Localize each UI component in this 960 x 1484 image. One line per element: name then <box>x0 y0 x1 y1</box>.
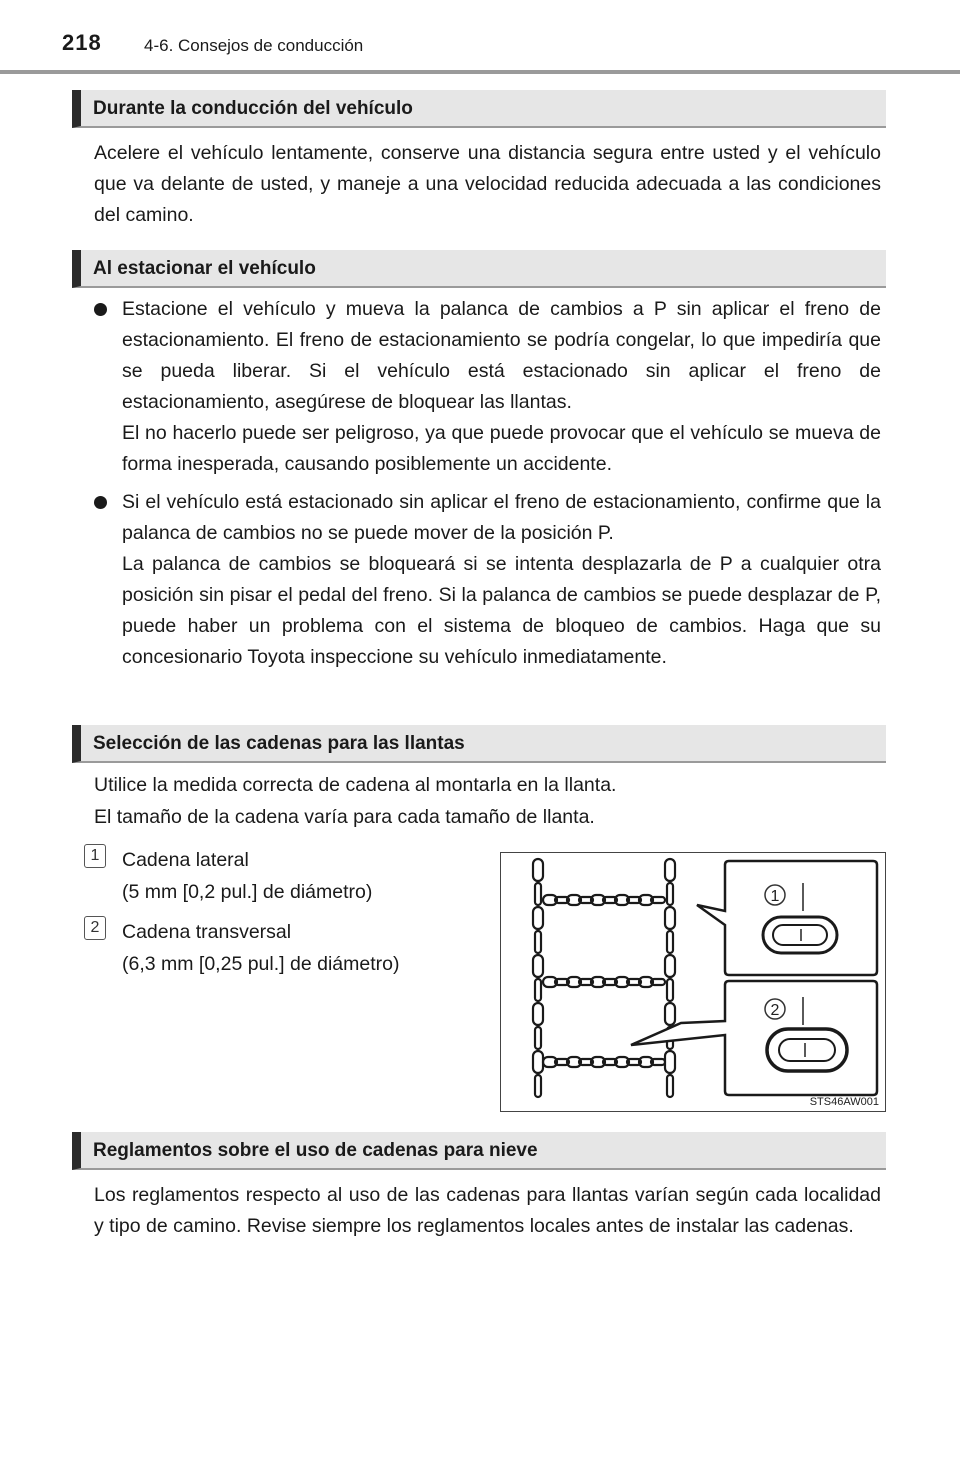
header-divider <box>0 70 960 74</box>
section-heading-regulations <box>72 1132 886 1170</box>
bullet-icon <box>94 303 107 316</box>
chain-text-line: Utilice la medida correcta de cadena al montarla en la llanta. <box>94 774 617 796</box>
cross-chain <box>543 1057 665 1067</box>
chain-text-line: El tamaño de la cadena varía para cada tamaño de llanta. <box>94 806 595 828</box>
detail-callout-side-chain <box>697 861 877 975</box>
bullet-paragraph: Si el vehículo está estacionado sin aplicar el freno de estacionamiento, confirme que la palanca de cambios no se puede mover de la posición P. <box>122 491 881 544</box>
bullet-icon <box>94 496 107 509</box>
cross-chain <box>543 977 665 987</box>
section-title: Reglamentos sobre el uso de cadenas para nieve <box>93 1140 538 1161</box>
section-title: Al estacionar el vehículo <box>93 258 316 279</box>
bullet-paragraph: El no hacerlo puede ser peligroso, ya que puede provocar que el vehículo se mueva de forma inesperada, causando posiblemente un accidente. <box>122 422 881 475</box>
item-number-badge: 2 <box>84 916 106 940</box>
page-header <box>0 0 960 76</box>
section-title: Selección de las cadenas para las llantas <box>93 733 465 754</box>
section-paragraph-regulations: Los reglamentos respecto al uso de las cadenas para llantas varían según cada localidad y tipo de camino. Revise siempre los reglamentos locales antes de instalar las cadenas. <box>94 1184 881 1237</box>
section-heading-parking <box>72 250 886 288</box>
item-detail: (6,3 mm [0,25 pul.] de diámetro) <box>122 953 400 975</box>
figure-code: STS46AW001 <box>809 1096 879 1108</box>
callout-number: 2 <box>770 1002 780 1019</box>
item-name: Cadena transversal <box>122 921 292 943</box>
section-title: Durante la conducción del vehículo <box>93 98 413 119</box>
item-number-badge: 1 <box>84 844 106 868</box>
page-number: 218 <box>62 30 102 55</box>
item-name: Cadena lateral <box>122 849 249 871</box>
cross-chain <box>543 895 665 905</box>
chain-diagram <box>501 853 884 1110</box>
side-chain-right <box>665 859 675 1097</box>
bullet-paragraph: Estacione el vehículo y mueva la palanca de cambios a P sin aplicar el freno de estacionamiento. El freno de estacionamiento se podría congelar, lo que impediría que se pueda liberar. Si el vehículo está estacionado sin aplicar el freno de estacionamiento, asegúrese de bloquear las llantas. <box>122 298 881 413</box>
side-chain-left <box>533 859 543 1097</box>
bullet-item <box>94 487 881 673</box>
callout-number: 1 <box>770 888 780 905</box>
chapter-title: 4-6. Consejos de conducción <box>144 36 364 55</box>
item-detail: (5 mm [0,2 pul.] de diámetro) <box>122 881 373 903</box>
chain-ladder <box>533 859 675 1097</box>
tire-chain-illustration <box>500 852 886 1112</box>
section-heading-chains <box>72 725 886 763</box>
section-heading-driving <box>72 90 886 128</box>
bullet-paragraph: La palanca de cambios se bloqueará si se intenta desplazarla de P a cualquier otra posición sin pisar el pedal del freno. Si la palanca de cambios se puede desplazar de P, puede haber un problema con el sistema de bloqueo de cambios. Haga que su concesionario Toyota inspeccione su vehículo inmediatamente. <box>122 553 881 668</box>
bullet-item <box>94 294 881 480</box>
section-paragraph-driving: Acelere el vehículo lentamente, conserve una distancia segura entre usted y el vehículo que va delante de usted, y maneje a una velocidad reducida adecuada a las condiciones del camino. <box>94 142 881 226</box>
